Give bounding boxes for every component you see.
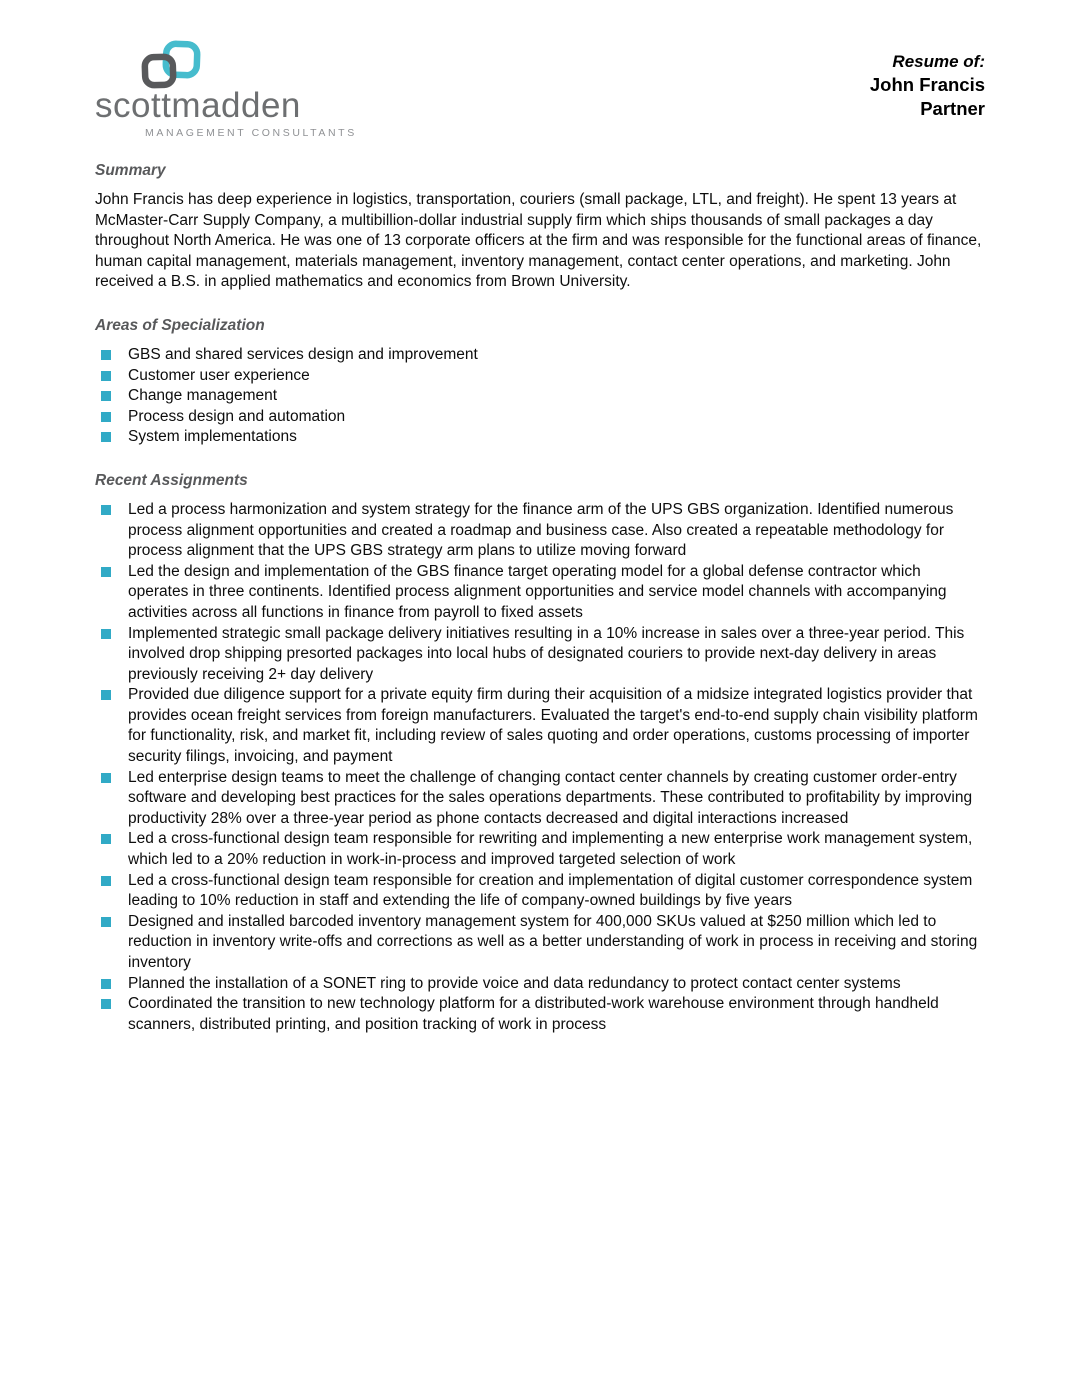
square-bullet-icon [101, 999, 111, 1009]
list-item-text: Planned the installation of a SONET ring to provide voice and data redundancy to protect contact center systems [128, 974, 901, 992]
section-heading-summary: Summary [95, 162, 166, 179]
list-item-text: Designed and installed barcoded inventory management system for 400,000 SKUs valued at $250 million which led to reduction in inventory write-offs and corrections as well as a better understanding of work in process in receiving and storing inventory [128, 912, 978, 971]
square-bullet-icon [101, 412, 111, 422]
resume-header [870, 50, 985, 121]
list-item-text: Implemented strategic small package delivery initiatives resulting in a 10% increase in sales over a three-year period. This involved drop shipping presorted packages into local hubs of designated couriers to provide next-day delivery in areas previously receiving 2+ day delivery [128, 624, 965, 683]
square-bullet-icon [101, 432, 111, 442]
list-item [95, 912, 985, 974]
person-title: Partner [920, 98, 985, 119]
list-item-text: Led enterprise design teams to meet the challenge of changing contact center channels by creating customer order-entry software and developing best practices for the sales operations departments. These contributed to profitability by improving productivity 28% over a three-year period as phone contacts decreased and digital interactions increased [128, 768, 973, 827]
list-item-text: Process design and automation [128, 407, 346, 425]
square-bullet-icon [101, 629, 111, 639]
square-bullet-icon [101, 505, 111, 515]
square-bullet-icon [101, 690, 111, 700]
person-name: John Francis [869, 74, 985, 95]
square-bullet-icon [101, 371, 111, 381]
list-item-text: Provided due diligence support for a private equity firm during their acquisition of a midsize integrated logistics provider that provides ocean freight services from foreign manufacturers. Evaluated the target's end-to-end supply chain visibility platform for functionality, risk, and market fit, including review of sales quoting and order operations, customs processing of importer security filings, invoicing, and payment [128, 686, 978, 766]
list-item-text: Led a process harmonization and system strategy for the finance arm of the UPS GBS organization. Identified numerous process alignment opportunities and created a roadmap and business case. Also created a repeatable methodology for process alignment that the UPS GBS strategy arm plans to utilize moving forward [128, 500, 954, 560]
areas-of-specialization-list [95, 345, 985, 448]
list-item [95, 994, 985, 1035]
brand-name: scottmadden [95, 86, 301, 125]
brand-tagline: MANAGEMENT CONSULTANTS [145, 127, 357, 139]
square-bullet-icon [101, 350, 111, 360]
resume-of-label: Resume of: [892, 52, 985, 71]
page-header [95, 40, 985, 140]
square-bullet-icon [101, 773, 111, 783]
section-heading-recent-assignments: Recent Assignments [95, 471, 248, 489]
recent-assignments-list [95, 500, 985, 1035]
list-item [95, 562, 985, 624]
list-item-text: Led the design and implementation of the GBS finance target operating model for a global defense contractor which operates in three continents. Identified process alignment opportunities and service model channels with accompanying activities across all functions in finance from payroll to fixed assets [128, 562, 947, 621]
list-item-text: Led a cross-functional design team responsible for rewriting and implementing a new enterprise work management system, which led to a 20% reduction in work-in-process and improved targeted selection of work [128, 830, 973, 869]
square-bullet-icon [101, 567, 111, 577]
list-item-text: GBS and shared services design and improvement [128, 345, 478, 363]
list-item [95, 427, 985, 448]
square-bullet-icon [101, 876, 111, 886]
list-item [95, 685, 985, 767]
list-item-text: Coordinated the transition to new technology platform for a distributed-work warehouse environment through handheld scanners, distributed printing, and position tracking of work in process [128, 995, 939, 1033]
list-item [95, 500, 985, 562]
summary-paragraph: John Francis has deep experience in logistics, transportation, couriers (small package, LTL, and freight). He spent 13 years at McMaster-Carr Supply Company, a multibillion-dollar industrial supply firm which ships thousands of small packages a day throughout North America. He was one of 13 corporate officers at the firm and was responsible for the functional areas of finance, human capital management, materials management, inventory management, contact center operations, and marketing. John received a B.S. in applied mathematics and economics from Brown University. [95, 191, 982, 291]
square-bullet-icon [101, 917, 111, 927]
list-item-text: Change management [128, 387, 278, 405]
list-item [95, 871, 985, 912]
list-item [95, 768, 985, 830]
section-heading-areas-of-specialization: Areas of Specialization [95, 316, 265, 334]
list-item [95, 407, 985, 428]
list-item-text: System implementations [128, 428, 297, 446]
square-bullet-icon [101, 979, 111, 989]
list-item-text: Led a cross-functional design team responsible for creation and implementation of digital customer correspondence system leading to 10% reduction in staff and extending the life of company-owned buildings by five years [128, 871, 973, 910]
list-item [95, 345, 985, 366]
list-item [95, 386, 985, 407]
list-item [95, 974, 985, 995]
list-item [95, 366, 985, 387]
list-item [95, 624, 985, 686]
list-item [95, 829, 985, 870]
square-bullet-icon [101, 834, 111, 844]
company-logo [95, 40, 357, 139]
brand-squares-icon [139, 40, 203, 92]
list-item-text: Customer user experience [128, 366, 310, 384]
square-bullet-icon [101, 391, 111, 401]
